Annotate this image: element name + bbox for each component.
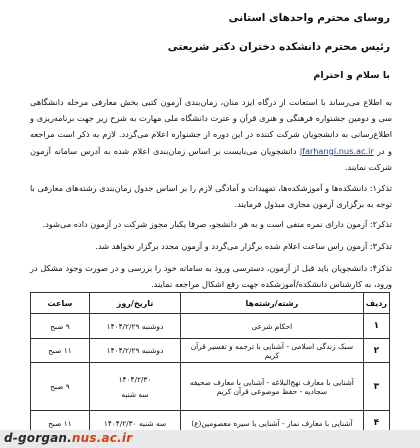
date-cell: دوشنبه ۱۴۰۴/۲/۲۹ <box>89 314 180 339</box>
header-row-number: ردیف <box>363 293 389 314</box>
header-date: تاریخ/روز <box>89 293 180 314</box>
day-value: سه شنبه <box>121 389 149 399</box>
table-row <box>31 339 390 363</box>
exam-schedule-table <box>30 292 390 436</box>
date-cell: سه شنبه ۱۴۰۴/۲/۳۰ <box>89 411 180 436</box>
row-number: ۳ <box>363 363 389 411</box>
course-cell: سبک زندگی اسلامی - آشنایی با ترجمه و تفسیر قرآن کریم <box>181 339 364 363</box>
row-number: ۲ <box>363 339 389 363</box>
date-cell <box>89 363 180 411</box>
recipient-title-provincial-units: روسای محترم واحدهای استانی <box>228 12 390 24</box>
header-time: ساعت <box>31 293 90 314</box>
watermark-accent: nus.ac.ir <box>71 431 133 445</box>
recipient-title-dean: رئیس محترم دانشکده دختران دکتر شریعتی <box>167 41 390 53</box>
exam-system-link[interactable]: jfarhangi.nus.ac.ir <box>299 145 374 156</box>
site-watermark-bar <box>0 430 420 448</box>
row-number: ۱ <box>363 314 389 339</box>
table-row <box>31 314 390 339</box>
intro-paragraph <box>30 94 392 175</box>
intro-text-start: به اطلاع می‌رساند با استعانت از درگاه ایزد منان، زمان‌بندی آزمون کتبی بخش معارفی مرحله دانشگاهی سی و دومین جشنواره فرهنگی و هنری قرآن و عترت دانشگاه ملی مهارت به شرح زیر جهت برنامه‌ریزی و اطلاع‌رسانی به دانشجویان شرکت کننده در این دوره از جشنواره اعلام می‌گردد. لازم به ذکر است مراجعه و در <box>30 97 392 156</box>
course-cell: احکام شرعی <box>181 314 364 339</box>
greeting: با سلام و احترام <box>313 70 390 81</box>
time-cell: ۹ صبح <box>31 363 90 411</box>
row-number: ۴ <box>363 411 389 436</box>
date-value: ۱۴۰۴/۲/۳۰ <box>118 374 152 384</box>
note-3: تذکر۳: آزمون راس ساعت اعلام شده برگزار می‌گردد و آزمون مجدد برگزار نخواهد شد. <box>95 241 392 251</box>
watermark-prefix: d-gorgan. <box>4 431 72 445</box>
intro-text-end: دانشجویان می‌بایست بر اساس زمان‌بندی اعلام شده به آدرس سامانه آزمون شرکت نمایند. <box>30 145 392 172</box>
course-cell: آشنایی با معارف نماز - آشنایی با سیره معصومین(ع) <box>181 411 364 436</box>
course-cell: آشنایی با معارف نهج‌البلاغه - آشنایی با معارف صحیفه سجادیه - حفظ موضوعی قرآن کریم <box>181 363 364 411</box>
table-row <box>31 363 390 411</box>
site-watermark <box>4 431 132 445</box>
time-cell: ۱۱ صبح <box>31 411 90 436</box>
header-course: رشته/رشته‌ها <box>181 293 364 314</box>
date-cell: دوشنبه ۱۴۰۴/۲/۲۹ <box>89 339 180 363</box>
note-1: تذکر۱: دانشکده‌ها و آموزشکده‌ها، تمهیدات و آمادگی لازم را بر اساس جدول زمان‌بندی رشته‌های معارفی با توجه به برگزاری آزمون مجازی مبذول فرمایند. <box>30 183 392 210</box>
table-header-row <box>31 293 390 314</box>
time-cell: ۹ صبح <box>31 314 90 339</box>
note-4: تذکر۴: دانشجویان باید قبل از آزمون، دسترسی ورود به سامانه خود را بررسی و در صورت وجود مشکل در ورود، به کارشناس دانشکده/آموزشکده جهت رفع اشکال مراجعه نمایند. <box>30 263 392 290</box>
time-cell: ۱۱ صبح <box>31 339 90 363</box>
note-2: تذکر۲: آزمون دارای نمره منفی است و به هر دانشجو، صرفا یکبار مجوز شرکت در آزمون داده می‌شود. <box>42 219 392 229</box>
